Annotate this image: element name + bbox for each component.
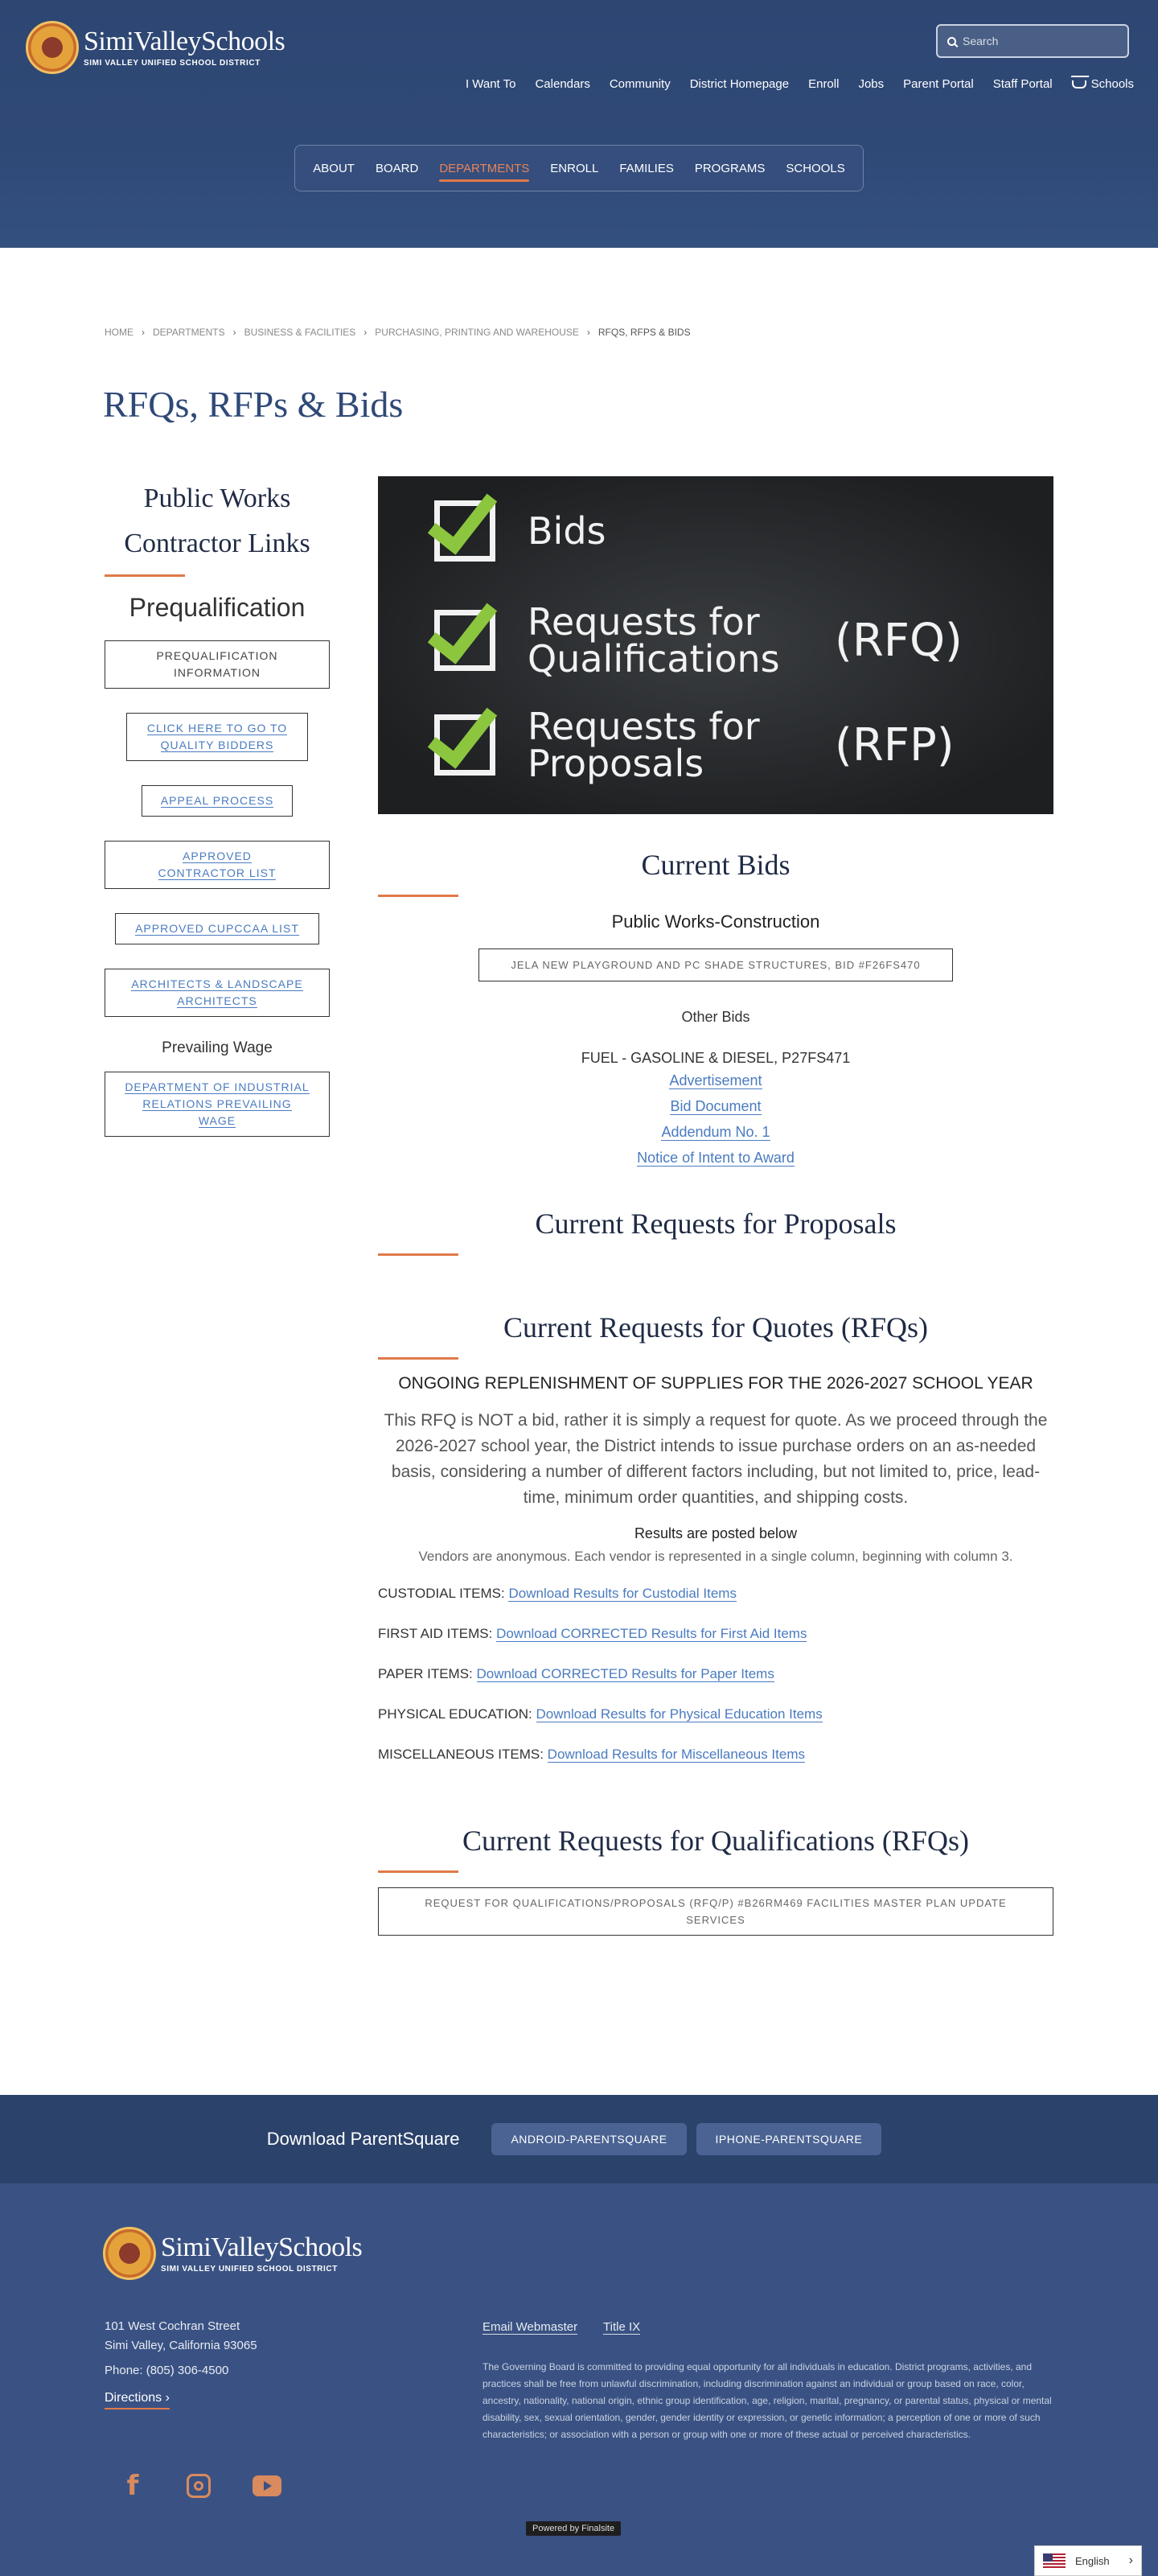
main-nav-families[interactable]: FAMILIES <box>619 161 674 175</box>
checkbox-check-icon <box>434 500 495 562</box>
language-label: English <box>1075 2554 1110 2567</box>
approved-contractor-button[interactable]: APPROVED CONTRACTOR LIST <box>105 841 330 889</box>
rfp-title: Current Requests for Proposals <box>535 1208 897 1240</box>
graduation-cap-icon <box>1072 80 1086 88</box>
hero-bids-text: Bids <box>528 509 606 553</box>
main-nav-programs[interactable]: PROGRAMS <box>694 161 766 175</box>
main-nav-departments[interactable]: DEPARTMENTS <box>439 157 529 180</box>
appeal-process-button[interactable]: APPEAL PROCESS <box>142 785 293 817</box>
custodial-results-link[interactable]: Download Results for Custodial Items <box>508 1586 737 1601</box>
hero-rfq-tag: (RFQ) <box>835 615 963 667</box>
hero-rfq-text-2: Qualifications <box>528 637 780 681</box>
facebook-icon[interactable]: f <box>126 2470 139 2502</box>
nav-parent-portal[interactable]: Parent Portal <box>903 77 974 91</box>
list-item: PHYSICAL EDUCATION: Download Results for Physical Education Items <box>378 1706 823 1722</box>
utility-nav <box>446 77 1134 91</box>
fuel-bid-label: FUEL - GASOLINE & DIESEL, P27FS471 <box>581 1050 851 1066</box>
instagram-icon[interactable] <box>187 2474 211 2498</box>
powered-by-finalsite[interactable]: Powered by Finalsite <box>526 2521 621 2536</box>
prequalification-info-button[interactable]: PREQUALIFICATION INFORMATION <box>105 640 330 689</box>
hero-chalkboard-image <box>378 476 1053 814</box>
nav-jobs[interactable]: Jobs <box>858 77 885 91</box>
rfq-quotes-title: Current Requests for Quotes (RFQs) <box>503 1311 928 1344</box>
breadcrumb <box>105 327 691 338</box>
prevailing-wage-heading: Prevailing Wage <box>162 1039 273 1056</box>
main-nav-schools[interactable]: SCHOOLS <box>786 161 845 175</box>
notice-of-intent-link[interactable]: Notice of Intent to Award <box>637 1150 795 1166</box>
bid-document-link[interactable]: Bid Document <box>670 1098 762 1114</box>
search-input[interactable] <box>963 35 1115 47</box>
architects-button[interactable]: ARCHITECTS & LANDSCAPE ARCHITECTS <box>105 969 330 1017</box>
hero-rfp-text-2: Proposals <box>528 742 704 785</box>
public-works-heading: Public Works-Construction <box>611 911 820 932</box>
breadcrumb-business[interactable]: BUSINESS & FACILITIES <box>244 327 356 338</box>
advertisement-link[interactable]: Advertisement <box>669 1072 762 1088</box>
master-plan-rfq-button[interactable]: REQUEST FOR QUALIFICATIONS/PROPOSALS (RFQ/P) #B26RM469 FACILITIES MASTER PLAN UPDATE SERVICES <box>378 1887 1053 1936</box>
main-nav-about[interactable]: ABOUT <box>313 161 355 175</box>
breadcrumb-home[interactable]: HOME <box>105 327 133 338</box>
sun-logo-icon <box>103 2227 156 2280</box>
accent-divider <box>378 1253 458 1256</box>
site-footer <box>0 2183 1158 2576</box>
chevron-right-icon: › <box>586 327 590 338</box>
dir-prevailing-wage-button[interactable]: DEPARTMENT OF INDUSTRIAL RELATIONS PREVAILING WAGE <box>105 1072 330 1137</box>
list-item: FIRST AID ITEMS: Download CORRECTED Results for First Aid Items <box>378 1626 807 1641</box>
sidebar <box>105 476 330 1161</box>
nav-enroll[interactable]: Enroll <box>808 77 840 91</box>
search-box <box>936 24 1129 58</box>
other-bids-heading: Other Bids <box>681 1009 750 1025</box>
main-nav-board[interactable]: BOARD <box>375 161 419 175</box>
accent-divider <box>378 895 458 897</box>
main-nav <box>294 145 864 191</box>
nav-schools[interactable]: Schools <box>1072 77 1134 91</box>
footer-phone: Phone: (805) 306-4500 <box>105 2364 229 2377</box>
email-webmaster-link[interactable]: Email Webmaster <box>482 2320 578 2334</box>
search-icon[interactable] <box>947 37 956 46</box>
approved-cupccaa-button[interactable]: APPROVED CUPCCAA LIST <box>115 913 319 944</box>
footer-logo[interactable] <box>103 2227 362 2280</box>
logo-subtitle: SIMI VALLEY UNIFIED SCHOOL DISTRICT <box>161 2264 338 2274</box>
addendum-link[interactable]: Addendum No. 1 <box>661 1124 770 1140</box>
misc-results-link[interactable]: Download Results for Miscellaneous Items <box>547 1747 805 1762</box>
list-item: PAPER ITEMS: Download CORRECTED Results for Paper Items <box>378 1666 774 1681</box>
sidebar-heading: Public Works Contractor Links <box>124 484 310 558</box>
results-heading: Results are posted below <box>634 1525 798 1541</box>
hero-rfq-text-1: Requests for <box>528 600 760 644</box>
youtube-icon[interactable] <box>253 2475 281 2496</box>
chevron-right-icon: › <box>1128 2553 1133 2567</box>
chevron-right-icon: › <box>363 327 368 338</box>
parentsquare-strip <box>0 2095 1158 2183</box>
hero-rfp-text-1: Requests for <box>528 705 760 748</box>
checkbox-check-icon <box>434 610 495 671</box>
logo-name: SimiValleySchools <box>161 2232 363 2262</box>
social-links <box>121 2470 281 2502</box>
nondiscrimination-policy: The Governing Board is committed to providing equal opportunity for all individuals in education. District programs, activities, and practices shall be free from unlawful discrimination, including discrimination against an individual or group based on race, color, ancestry, nationality, national origin, ethnic group identification, age, religion, marital, pregnancy, or parental status, physical or mental disability, sex, sexual orientation, gender, gender identity or expression, or genetic information; a perception of one or more of such characteristics; or association with a person or group with one or more of these actual or perceived characteristics. <box>482 2361 1052 2440</box>
main-content <box>378 476 1053 1936</box>
prequalification-heading: Prequalification <box>129 593 306 622</box>
accent-divider <box>105 574 185 577</box>
current-bids-title: Current Bids <box>641 849 790 881</box>
title-ix-link[interactable]: Title IX <box>603 2320 641 2334</box>
first-aid-results-link[interactable]: Download CORRECTED Results for First Aid Items <box>496 1626 807 1641</box>
language-selector[interactable] <box>1034 2545 1142 2576</box>
main-nav-enroll[interactable]: ENROLL <box>550 161 599 175</box>
breadcrumb-departments[interactable]: DEPARTMENTS <box>153 327 225 338</box>
page-title: RFQs, RFPs & Bids <box>103 384 404 425</box>
nav-district-homepage[interactable]: District Homepage <box>689 77 790 91</box>
android-parentsquare-button[interactable]: ANDROID-PARENTSQUARE <box>491 2123 686 2155</box>
footer-address: 101 West Cochran Street Simi Valley, California 93065 <box>105 2319 257 2352</box>
nav-community[interactable]: Community <box>609 77 671 91</box>
vendors-note: Vendors are anonymous. Each vendor is represented in a single column, beginning with column 3. <box>418 1549 1013 1564</box>
nav-staff-portal[interactable]: Staff Portal <box>992 77 1053 91</box>
rfq-qualifications-title: Current Requests for Qualifications (RFQs) <box>462 1825 969 1857</box>
accent-divider <box>378 1870 458 1873</box>
chevron-right-icon: › <box>142 327 145 338</box>
rfq-subtitle: ONGOING REPLENISHMENT OF SUPPLIES FOR THE 2026-2027 SCHOOL YEAR <box>398 1374 1033 1393</box>
pe-results-link[interactable]: Download Results for Physical Education Items <box>536 1706 823 1722</box>
breadcrumb-current: RFQS, RFPS & BIDS <box>597 327 691 338</box>
accent-divider <box>378 1357 458 1360</box>
list-item: CUSTODIAL ITEMS: Download Results for Custodial Items <box>378 1586 737 1601</box>
district-logo[interactable] <box>26 21 285 74</box>
nav-calendars[interactable]: Calendars <box>535 77 590 91</box>
iphone-parentsquare-button[interactable]: IPHONE-PARENTSQUARE <box>696 2123 882 2155</box>
logo-subtitle: SIMI VALLEY UNIFIED SCHOOL DISTRICT <box>84 58 261 68</box>
sun-logo-icon <box>26 21 79 74</box>
hero-rfp-tag: (RFP) <box>835 719 955 772</box>
paper-results-link[interactable]: Download CORRECTED Results for Paper Items <box>476 1666 774 1681</box>
footer-links <box>482 2320 663 2334</box>
list-item: MISCELLANEOUS ITEMS: Download Results for Miscellaneous Items <box>378 1747 805 1762</box>
directions-link[interactable]: Directions › <box>105 2391 170 2409</box>
rfq-results-list <box>378 1586 1053 1763</box>
site-header <box>0 0 1158 248</box>
nav-i-want-to[interactable]: I Want To <box>465 77 516 91</box>
rfq-description: This RFQ is NOT a bid, rather it is simply a request for quote. As we proceed through the 2026-2027 school year, the District intends to issue purchase orders on an as-needed basis, considering a number of different factors including, but not limited to, price, lead-time, minimum order quantities, and shipping costs. <box>384 1411 1048 1507</box>
breadcrumb-purchasing[interactable]: PURCHASING, PRINTING AND WAREHOUSE <box>375 327 579 338</box>
public-works-bid-button[interactable]: JELA NEW PLAYGROUND AND PC SHADE STRUCTURES, BID #F26FS470 <box>478 949 953 981</box>
parentsquare-label: Download ParentSquare <box>266 2129 460 2149</box>
checkbox-check-icon <box>434 714 495 776</box>
us-flag-icon <box>1043 2553 1066 2568</box>
logo-name: SimiValleySchools <box>84 26 285 56</box>
chevron-right-icon: › <box>232 327 236 338</box>
quality-bidders-button[interactable]: CLICK HERE TO GO TO QUALITY BIDDERS <box>126 713 308 761</box>
